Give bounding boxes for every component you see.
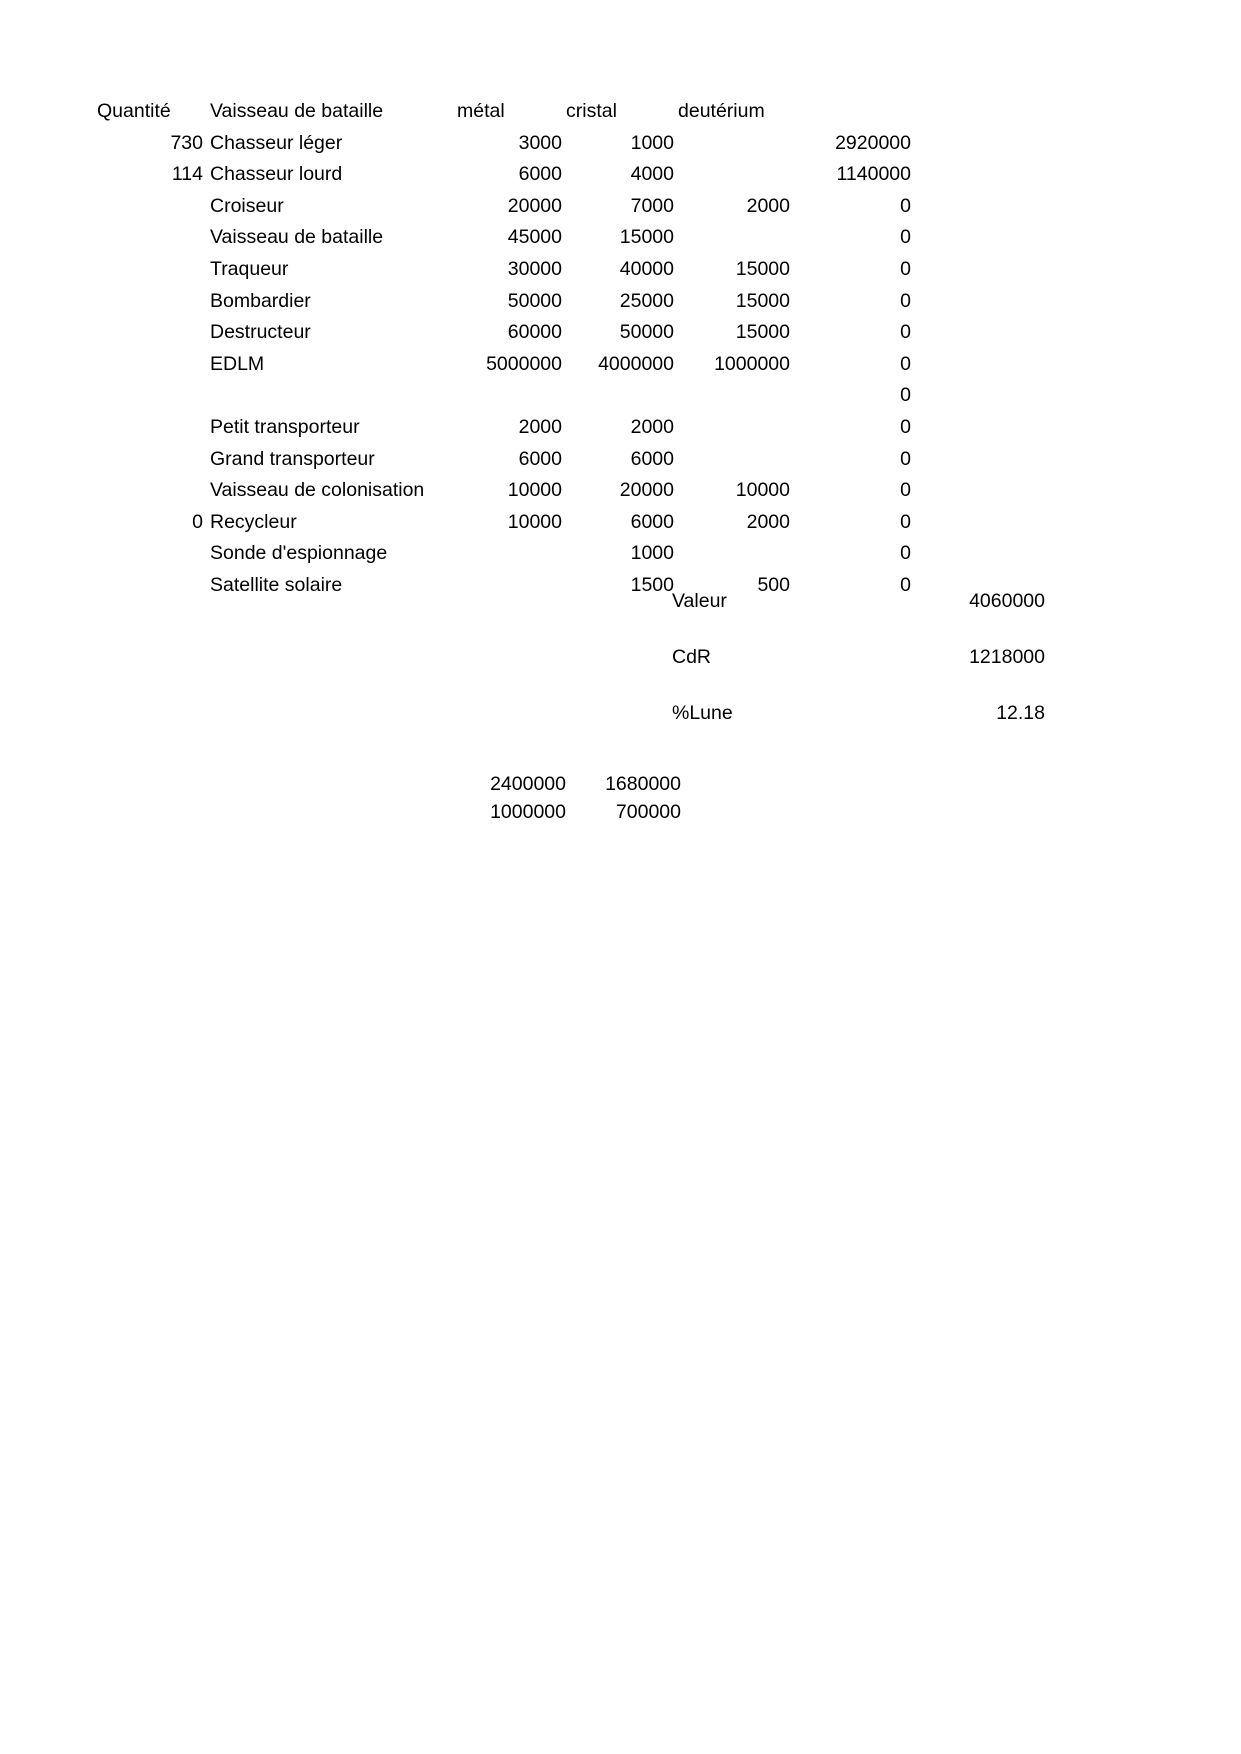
cell-quantity[interactable]: 730 xyxy=(170,131,203,154)
cell-crystal[interactable]: 6000 xyxy=(630,447,674,470)
footer-value-b[interactable]: 1680000 xyxy=(605,772,681,795)
footer-row[interactable] xyxy=(452,799,681,828)
summary-value[interactable]: 4060000 xyxy=(969,590,1045,613)
summary-table[interactable] xyxy=(672,574,1045,742)
cell-ship[interactable]: Bombardier xyxy=(210,289,311,312)
cell-crystal[interactable]: 1000 xyxy=(630,542,674,565)
cell-crystal[interactable]: 7000 xyxy=(630,194,674,217)
cell-metal[interactable]: 30000 xyxy=(507,258,562,281)
cell-quantity[interactable] xyxy=(97,412,210,444)
summary-label: CdR xyxy=(672,646,712,669)
cell-ship[interactable]: Recycleur xyxy=(210,510,297,533)
table-row[interactable] xyxy=(97,286,911,318)
cell-deuterium[interactable] xyxy=(674,538,790,570)
cell-metal[interactable]: 50000 xyxy=(507,289,562,312)
cell-deuterium[interactable] xyxy=(674,444,790,476)
cell-deuterium[interactable] xyxy=(674,380,790,412)
cell-value[interactable]: 0 xyxy=(900,289,911,312)
cell-value[interactable]: 2920000 xyxy=(835,131,911,154)
table-row[interactable] xyxy=(97,317,911,349)
summary-row-pct-lune[interactable] xyxy=(672,686,1045,742)
table-header-row xyxy=(97,96,911,128)
table-row[interactable] xyxy=(97,507,911,539)
cell-deuterium[interactable] xyxy=(674,128,790,160)
cell-crystal[interactable]: 2000 xyxy=(630,415,674,438)
cell-metal[interactable]: 60000 xyxy=(507,321,562,344)
cell-metal[interactable]: 5000000 xyxy=(486,352,562,375)
footer-value-a[interactable]: 1000000 xyxy=(490,801,566,823)
table-row[interactable] xyxy=(97,475,911,507)
cell-crystal[interactable]: 20000 xyxy=(619,479,674,502)
cell-ship[interactable] xyxy=(210,380,453,412)
cell-crystal[interactable]: 50000 xyxy=(619,321,674,344)
cell-ship[interactable]: Vaisseau de colonisation xyxy=(210,479,425,502)
cell-value[interactable]: 0 xyxy=(900,510,911,533)
cell-metal[interactable] xyxy=(453,538,562,570)
cell-deuterium[interactable]: 2000 xyxy=(746,194,790,217)
summary-label: Valeur xyxy=(672,590,727,613)
cell-deuterium[interactable]: 2000 xyxy=(746,510,790,533)
header-ship: Vaisseau de bataille xyxy=(210,100,384,123)
table-row[interactable] xyxy=(97,538,911,570)
cell-metal[interactable]: 6000 xyxy=(518,447,562,470)
footer-figures-table[interactable] xyxy=(452,770,681,827)
summary-row-cdr[interactable] xyxy=(672,630,1045,686)
cell-value[interactable]: 0 xyxy=(900,415,911,438)
cell-ship[interactable]: EDLM xyxy=(210,352,265,375)
cell-value[interactable]: 0 xyxy=(900,194,911,217)
cell-quantity[interactable] xyxy=(97,475,210,507)
cell-crystal[interactable]: 1000 xyxy=(630,131,674,154)
cell-quantity[interactable] xyxy=(97,349,210,381)
cell-crystal[interactable] xyxy=(562,380,674,412)
cell-metal[interactable]: 10000 xyxy=(507,479,562,502)
cell-value[interactable]: 0 xyxy=(900,447,911,470)
cell-deuterium[interactable]: 15000 xyxy=(735,258,790,281)
cell-quantity[interactable] xyxy=(97,191,210,223)
header-value xyxy=(790,96,911,128)
header-quantity: Quantité xyxy=(97,100,171,123)
cell-ship[interactable]: Destructeur xyxy=(210,321,311,344)
cell-quantity[interactable]: 0 xyxy=(192,510,203,533)
table-row[interactable] xyxy=(97,159,911,191)
cell-crystal[interactable]: 40000 xyxy=(619,258,674,281)
cell-crystal[interactable]: 25000 xyxy=(619,289,674,312)
cell-metal[interactable] xyxy=(453,570,562,602)
summary-table-body xyxy=(672,574,1045,742)
cell-value[interactable]: 0 xyxy=(900,226,911,249)
table-row[interactable] xyxy=(97,254,911,286)
footer-row[interactable] xyxy=(452,770,681,799)
cell-ship[interactable]: Chasseur léger xyxy=(210,131,343,154)
cell-metal[interactable]: 3000 xyxy=(518,131,562,154)
summary-row-valeur[interactable] xyxy=(672,574,1045,630)
cell-ship[interactable]: Sonde d'espionnage xyxy=(210,542,388,565)
cell-quantity[interactable] xyxy=(97,444,210,476)
footer-value-a[interactable]: 2400000 xyxy=(490,772,566,795)
cell-value[interactable]: 0 xyxy=(900,542,911,565)
cell-metal[interactable]: 20000 xyxy=(507,194,562,217)
cell-quantity[interactable] xyxy=(97,570,210,602)
cell-metal[interactable]: 2000 xyxy=(518,415,562,438)
cell-ship[interactable]: Satellite solaire xyxy=(210,573,343,596)
ship-table-body xyxy=(97,96,911,602)
cell-value[interactable]: 1140000 xyxy=(836,163,911,186)
cell-deuterium[interactable] xyxy=(674,412,790,444)
cell-quantity[interactable] xyxy=(97,286,210,318)
cell-deuterium[interactable] xyxy=(674,222,790,254)
cell-deuterium[interactable]: 10000 xyxy=(735,479,790,502)
cell-value[interactable]: 0 xyxy=(900,321,911,344)
cell-deuterium[interactable] xyxy=(674,159,790,191)
cell-value[interactable]: 0 xyxy=(900,573,911,596)
cell-quantity[interactable] xyxy=(97,538,210,570)
table-row[interactable] xyxy=(97,444,911,476)
cell-crystal[interactable]: 4000 xyxy=(630,163,674,186)
cell-metal[interactable]: 45000 xyxy=(507,226,562,249)
table-row[interactable] xyxy=(97,128,911,160)
cell-quantity[interactable] xyxy=(97,317,210,349)
summary-value[interactable]: 12.18 xyxy=(996,702,1045,725)
cell-deuterium[interactable]: 15000 xyxy=(735,289,790,312)
ship-cost-table[interactable] xyxy=(97,96,911,602)
table-row[interactable] xyxy=(97,191,911,223)
cell-metal[interactable]: 6000 xyxy=(518,163,562,186)
header-metal: métal xyxy=(457,100,505,123)
summary-value[interactable]: 1218000 xyxy=(969,646,1045,669)
table-row[interactable] xyxy=(97,222,911,254)
table-row[interactable] xyxy=(97,412,911,444)
cell-ship[interactable]: Grand transporteur xyxy=(210,447,375,470)
cell-quantity[interactable] xyxy=(97,254,210,286)
header-crystal: cristal xyxy=(566,100,617,123)
cell-value[interactable]: 0 xyxy=(900,479,911,502)
cell-ship[interactable]: Traqueur xyxy=(210,258,289,281)
cell-crystal[interactable]: 15000 xyxy=(619,226,674,249)
cell-quantity[interactable] xyxy=(97,222,210,254)
cell-metal[interactable]: 10000 xyxy=(507,510,562,533)
cell-value[interactable]: 0 xyxy=(900,352,911,375)
cell-metal[interactable] xyxy=(453,380,562,412)
cell-ship[interactable]: Petit transporteur xyxy=(210,415,360,438)
cell-deuterium[interactable]: 500 xyxy=(757,573,790,596)
table-row-empty[interactable] xyxy=(97,380,911,412)
cell-deuterium[interactable]: 15000 xyxy=(735,321,790,344)
cell-quantity[interactable] xyxy=(97,380,210,412)
cell-value[interactable]: 0 xyxy=(900,258,911,281)
cell-value[interactable]: 0 xyxy=(900,384,911,407)
cell-ship[interactable]: Chasseur lourd xyxy=(210,163,343,186)
table-row[interactable] xyxy=(97,349,911,381)
cell-crystal[interactable]: 6000 xyxy=(630,510,674,533)
cell-ship[interactable]: Vaisseau de bataille xyxy=(210,226,384,249)
header-deuterium: deutérium xyxy=(678,100,765,123)
summary-label: %Lune xyxy=(672,702,733,725)
cell-ship[interactable]: Croiseur xyxy=(210,194,284,217)
footer-value-b[interactable]: 700000 xyxy=(615,801,681,823)
footer-table-body xyxy=(452,770,681,827)
cell-crystal[interactable]: 1500 xyxy=(630,573,674,596)
cell-quantity[interactable]: 114 xyxy=(171,163,203,186)
cell-crystal[interactable]: 4000000 xyxy=(598,352,674,375)
cell-deuterium[interactable]: 1000000 xyxy=(714,352,790,375)
